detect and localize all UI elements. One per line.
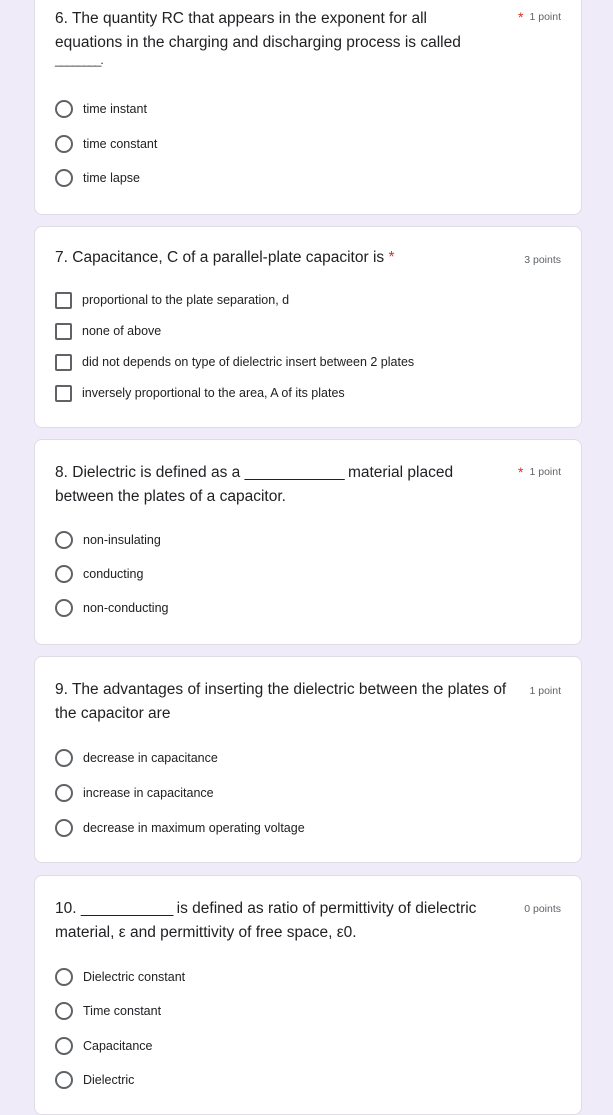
option-label: inversely proportional to the area, A of its plates <box>82 386 345 400</box>
points-label <box>518 9 561 25</box>
option-increase-capacitance[interactable] <box>55 783 214 803</box>
option-conducting[interactable] <box>55 564 143 584</box>
question-text <box>55 7 495 55</box>
question-number: 6. <box>55 10 68 27</box>
question-prompt: The advantages of inserting the dielectric between the plates of the capacitor are <box>55 681 507 722</box>
radio-button[interactable] <box>55 1002 73 1020</box>
question-number: 10. <box>55 900 77 917</box>
answer-blank: _____________ <box>244 464 344 481</box>
question-prompt-after: material placed between the plates of a capacitor. <box>55 464 454 505</box>
option-label: decrease in maximum operating voltage <box>83 821 305 835</box>
option-time-constant[interactable] <box>55 134 157 154</box>
points-value: 1 point <box>529 466 561 478</box>
option-non-insulating[interactable] <box>55 530 161 550</box>
radio-button[interactable] <box>55 599 73 617</box>
question-card-8 <box>34 439 582 645</box>
question-number: 8. <box>55 464 68 481</box>
option-label: time lapse <box>83 171 140 185</box>
question-prompt-before: Dielectric is defined as a <box>72 464 241 481</box>
option-capacitance[interactable] <box>55 1036 153 1056</box>
question-text <box>55 246 495 270</box>
option-label: non-insulating <box>83 533 161 547</box>
checkbox[interactable] <box>55 292 72 309</box>
option-label: increase in capacitance <box>83 786 214 800</box>
radio-button[interactable] <box>55 169 73 187</box>
option-label: non-conducting <box>83 601 169 615</box>
question-card-10 <box>34 875 582 1115</box>
question-prompt: The quantity RC that appears in the exponent for all equations in the charging and discharging process is called <box>55 10 461 51</box>
points-label: 0 points <box>524 903 561 915</box>
option-checkbox-1[interactable] <box>55 290 289 310</box>
option-non-conducting[interactable] <box>55 598 168 618</box>
question-number: 9. <box>55 681 68 698</box>
option-label: time instant <box>83 102 147 116</box>
checkbox[interactable] <box>55 385 72 402</box>
radio-button[interactable] <box>55 100 73 118</box>
option-label: did not depends on type of dielectric insert between 2 plates <box>82 355 415 369</box>
required-asterisk: * <box>388 249 395 266</box>
required-asterisk: * <box>518 9 524 25</box>
option-checkbox-2[interactable] <box>55 321 161 341</box>
radio-button[interactable] <box>55 1071 73 1089</box>
option-label: time constant <box>83 137 158 151</box>
points-value: 1 point <box>529 11 561 23</box>
radio-button[interactable] <box>55 968 73 986</box>
question-prompt: is defined as ratio of permittivity of dielectric material, ε and permittivity of free space, ε0. <box>55 900 477 941</box>
radio-button[interactable] <box>55 565 73 583</box>
option-dielectric-constant[interactable] <box>55 967 185 987</box>
option-dielectric[interactable] <box>55 1070 134 1090</box>
radio-button[interactable] <box>55 135 73 153</box>
question-number: 7. <box>55 249 68 266</box>
radio-button[interactable] <box>55 531 73 549</box>
question-card-7 <box>34 226 582 428</box>
question-card-9 <box>34 656 582 863</box>
question-prompt: Capacitance, C of a parallel-plate capacitor is <box>72 249 385 266</box>
question-text <box>55 461 495 509</box>
question-text <box>55 897 515 945</box>
points-label: 1 point <box>529 685 561 697</box>
option-decrease-voltage[interactable] <box>55 818 305 838</box>
points-label <box>518 464 561 480</box>
checkbox[interactable] <box>55 354 72 371</box>
checkbox[interactable] <box>55 323 72 340</box>
option-time-lapse[interactable] <box>55 168 140 188</box>
option-label: conducting <box>83 567 144 581</box>
points-label: 3 points <box>524 254 561 266</box>
radio-button[interactable] <box>55 1037 73 1055</box>
answer-blank: ____________ <box>80 900 173 917</box>
radio-button[interactable] <box>55 784 73 802</box>
radio-button[interactable] <box>55 749 73 767</box>
option-checkbox-3[interactable] <box>55 352 414 372</box>
option-label: Dielectric constant <box>83 970 186 984</box>
option-time-instant[interactable] <box>55 99 147 119</box>
option-checkbox-4[interactable] <box>55 383 345 403</box>
option-label: Time constant <box>83 1004 162 1018</box>
option-decrease-capacitance[interactable] <box>55 748 218 768</box>
option-label: Capacitance <box>83 1039 153 1053</box>
option-label: none of above <box>82 324 162 338</box>
option-time-constant[interactable] <box>55 1001 161 1021</box>
option-label: proportional to the plate separation, d <box>82 293 290 307</box>
question-text <box>55 678 525 726</box>
question-card-6 <box>34 0 582 215</box>
required-asterisk: * <box>518 464 524 480</box>
option-label: decrease in capacitance <box>83 751 218 765</box>
radio-button[interactable] <box>55 819 73 837</box>
answer-blank: ________. <box>55 53 103 67</box>
option-label: Dielectric <box>83 1073 135 1087</box>
